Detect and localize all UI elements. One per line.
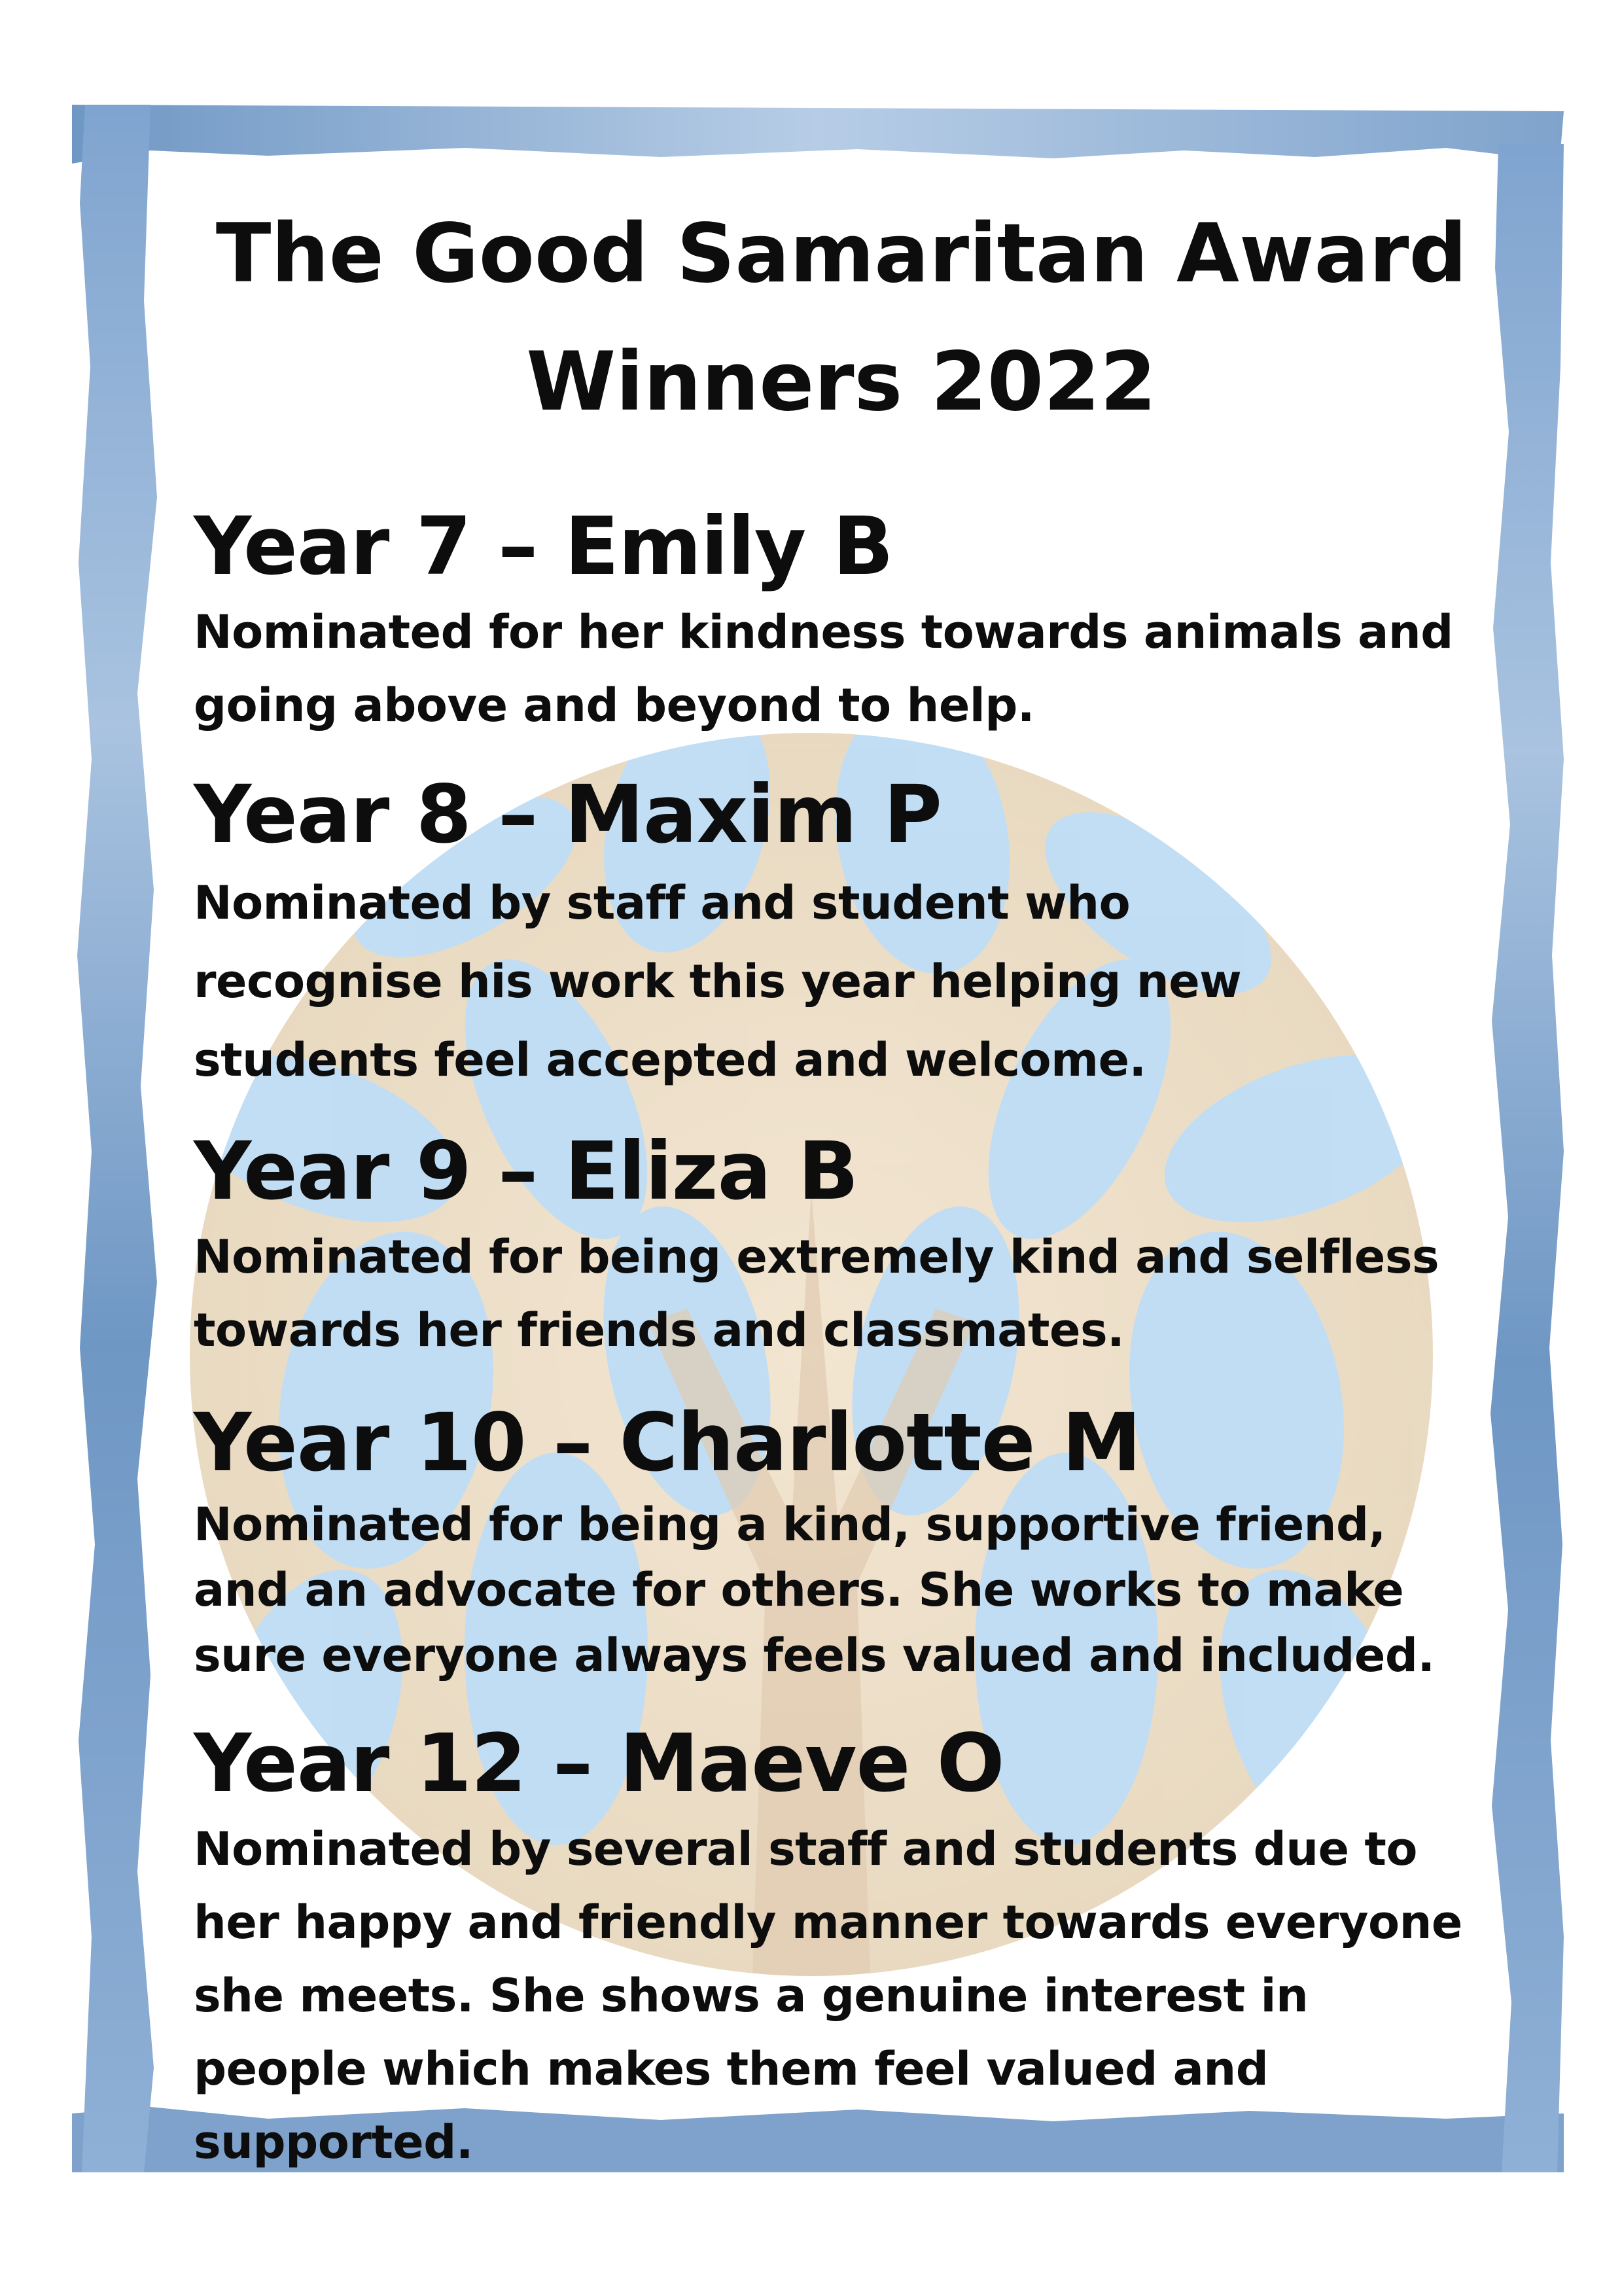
winner-description: Nominated by several staff and students due to her happy and friendly manner towards everyone she meets. She shows a genuine interest in people which makes them feel valued and supported. — [194, 1822, 1462, 2169]
winner-description: Nominated for her kindness towards animals and going above and beyond to help. — [194, 605, 1453, 732]
winner-year-12 — [194, 1714, 1489, 2179]
winner-year-7 — [194, 497, 1489, 742]
page-title — [194, 190, 1489, 446]
title-line-2: Winners 2022 — [526, 335, 1157, 429]
winner-year-8 — [194, 766, 1489, 1099]
winner-heading: Year 8 – Maxim P — [194, 768, 942, 861]
winner-year-10 — [194, 1394, 1489, 1688]
winner-heading: Year 9 – Eliza B — [194, 1125, 858, 1218]
winner-description: Nominated by staff and student who recognise his work this year helping new students feel accepted and welcome. — [194, 876, 1242, 1087]
winner-heading: Year 12 – Maeve O — [194, 1717, 1004, 1810]
winner-year-9 — [194, 1122, 1489, 1367]
winner-description: Nominated for being a kind, supportive friend, and an advocate for others. She works to make sure everyone always feels valued and included. — [194, 1498, 1435, 1682]
winner-heading: Year 7 – Emily B — [194, 500, 893, 593]
winner-heading: Year 10 – Charlotte M — [194, 1396, 1141, 1489]
award-content — [194, 190, 1489, 2169]
title-line-1: The Good Samaritan Award — [215, 207, 1468, 301]
winner-description: Nominated for being extremely kind and selfless towards her friends and classmates. — [194, 1230, 1439, 1357]
